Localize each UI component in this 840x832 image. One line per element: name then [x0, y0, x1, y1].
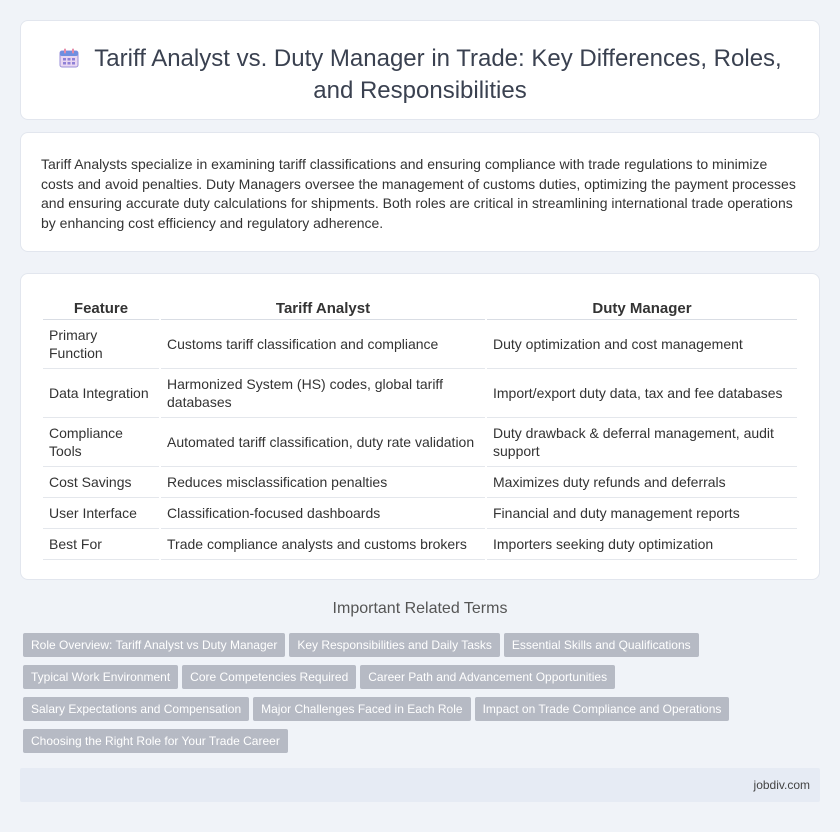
- table-cell-feature: Primary Function: [43, 320, 159, 369]
- table-row: [43, 498, 797, 529]
- tag-choosing-role[interactable]: Choosing the Right Role for Your Trade Career: [23, 729, 288, 753]
- column-header-tariff-analyst: Tariff Analyst: [161, 294, 485, 320]
- tag-career-path[interactable]: Career Path and Advancement Opportunities: [360, 665, 615, 689]
- comparison-table: [41, 294, 799, 560]
- table-cell-tariff-analyst: Automated tariff classification, duty rate validation: [161, 418, 485, 467]
- tag-work-environment[interactable]: Typical Work Environment: [23, 665, 178, 689]
- table-cell-tariff-analyst: Reduces misclassification penalties: [161, 467, 485, 498]
- table-cell-tariff-analyst: Classification-focused dashboards: [161, 498, 485, 529]
- tag-core-competencies[interactable]: Core Competencies Required: [182, 665, 356, 689]
- table-cell-duty-manager: Importers seeking duty optimization: [487, 529, 797, 560]
- page-title-text: Tariff Analyst vs. Duty Manager in Trade: Key Differences, Roles, and Responsibilities: [94, 45, 782, 104]
- table-cell-feature: Data Integration: [43, 369, 159, 418]
- tag-role-overview[interactable]: Role Overview: Tariff Analyst vs Duty Manager: [23, 633, 285, 657]
- related-terms-title: Important Related Terms: [332, 600, 508, 617]
- table-cell-duty-manager: Maximizes duty refunds and deferrals: [487, 467, 797, 498]
- table-row: [43, 418, 797, 467]
- tag-salary-expectations[interactable]: Salary Expectations and Compensation: [23, 697, 249, 721]
- calendar-icon: [58, 47, 80, 69]
- intro-card: [20, 132, 820, 252]
- column-header-duty-manager: Duty Manager: [487, 294, 797, 320]
- table-cell-tariff-analyst: Customs tariff classification and compliance: [161, 320, 485, 369]
- header-card: [20, 20, 820, 120]
- table-row: [43, 529, 797, 560]
- table-cell-duty-manager: Import/export duty data, tax and fee databases: [487, 369, 797, 418]
- tag-trade-compliance-impact[interactable]: Impact on Trade Compliance and Operations: [475, 697, 730, 721]
- table-header-row: [43, 294, 797, 320]
- table-cell-feature: User Interface: [43, 498, 159, 529]
- page-title: [21, 43, 819, 107]
- table-row: [43, 320, 797, 369]
- table-cell-duty-manager: Duty optimization and cost management: [487, 320, 797, 369]
- table-row: [43, 467, 797, 498]
- table-cell-duty-manager: Duty drawback & deferral management, audit support: [487, 418, 797, 467]
- table-cell-feature: Compliance Tools: [43, 418, 159, 467]
- tag-key-responsibilities[interactable]: Key Responsibilities and Daily Tasks: [289, 633, 500, 657]
- footer: [20, 768, 820, 802]
- intro-paragraph: Tariff Analysts specialize in examining tariff classifications and ensuring compliance with trade regulations to minimize costs and avoid penalties. Duty Managers oversee the management of customs duties, optimizing the payment processes and ensuring accurate duty calculations for shipments. Both roles are critical in streamlining international trade operations by enhancing cost efficiency and regulatory adherence.: [41, 156, 796, 231]
- footer-site-link[interactable]: jobdiv.com: [753, 778, 810, 792]
- tag-essential-skills[interactable]: Essential Skills and Qualifications: [504, 633, 699, 657]
- column-header-feature: Feature: [43, 294, 159, 320]
- table-cell-feature: Best For: [43, 529, 159, 560]
- related-terms-tags: [23, 633, 743, 761]
- table-row: [43, 369, 797, 418]
- table-cell-tariff-analyst: Trade compliance analysts and customs brokers: [161, 529, 485, 560]
- comparison-table-card: [20, 273, 820, 580]
- table-cell-tariff-analyst: Harmonized System (HS) codes, global tariff databases: [161, 369, 485, 418]
- table-cell-duty-manager: Financial and duty management reports: [487, 498, 797, 529]
- tag-major-challenges[interactable]: Major Challenges Faced in Each Role: [253, 697, 470, 721]
- table-cell-feature: Cost Savings: [43, 467, 159, 498]
